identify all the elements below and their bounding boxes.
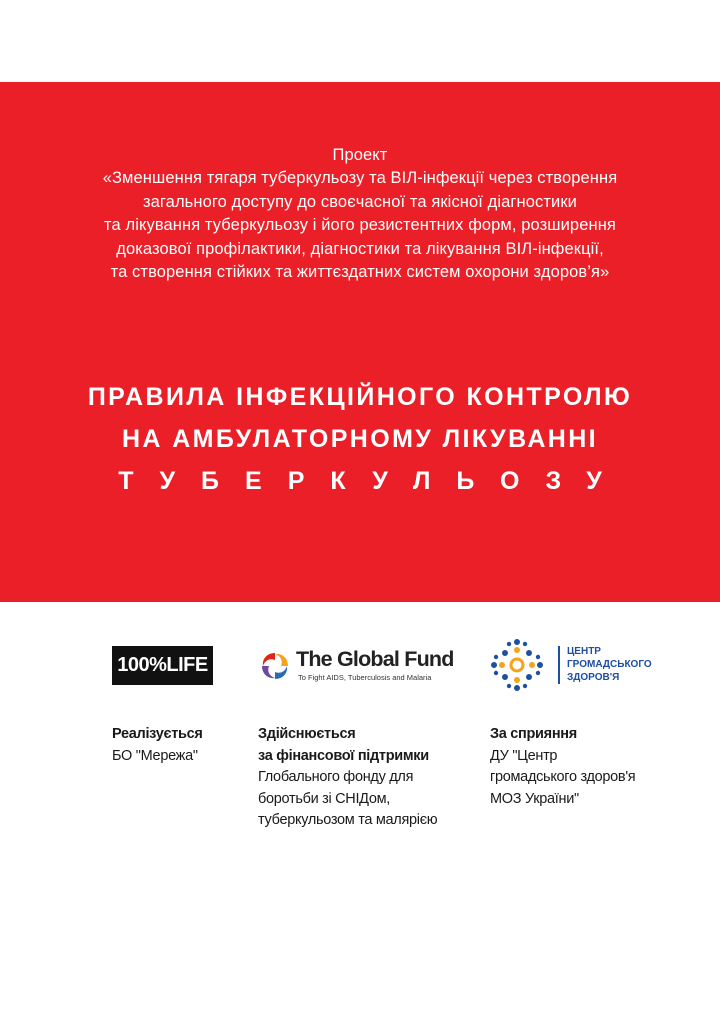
cover-banner (0, 82, 720, 602)
funder-column (258, 724, 437, 832)
column-heading: Реалізується (112, 726, 203, 742)
public-health-center-name (567, 645, 652, 684)
title-line: НА АМБУЛАТОРНОМУ ЛІКУВАННІ (121, 425, 599, 453)
logo-text-line: ЦЕНТР (567, 646, 601, 657)
implementer-column (112, 724, 203, 767)
project-line: доказової профілактики, діагностики та лікування ВІЛ-інфекції, (116, 239, 604, 258)
project-line: «Зменшення тягаря туберкульозу та ВІЛ-інфекції через створення (102, 169, 618, 188)
global-fund-logo (259, 646, 459, 686)
100-life-logo: 100%LIFE (112, 646, 213, 685)
column-heading: за фінансової підтримки (258, 747, 429, 764)
logo-text-line: ГРОМАДСЬКОГО (567, 659, 652, 670)
global-fund-swirl-icon (259, 650, 291, 682)
column-text: ДУ "Центр (490, 747, 558, 764)
column-heading: Здійснюється (258, 726, 356, 742)
document-title (0, 376, 720, 502)
global-fund-name: The Global Fund (296, 647, 454, 671)
column-heading: За сприяння (490, 726, 577, 742)
title-line-spaced: ТУБЕРКУЛЬОЗУ (118, 467, 628, 495)
title-line: ПРАВИЛА ІНФЕКЦІЙНОГО КОНТРОЛЮ (87, 383, 633, 411)
title-line (0, 460, 720, 502)
global-fund-tagline: To Fight AIDS, Tuberculosis and Malaria (298, 673, 432, 682)
public-health-center-logo (488, 636, 668, 694)
column-text: громадського здоров'я (490, 769, 636, 785)
project-line: та створення стійких та життєздатних систем охорони здоров’я» (110, 263, 610, 282)
public-health-center-mark-icon (488, 636, 546, 694)
column-text: Глобального фонду для (258, 769, 414, 785)
logo-text-line: ЗДОРОВ'Я (567, 672, 620, 683)
column-text: БО "Мережа" (112, 747, 198, 764)
column-text: МОЗ України" (490, 790, 579, 807)
project-description (0, 144, 720, 284)
project-label: Проект (332, 146, 388, 164)
logo-divider (558, 646, 560, 684)
column-text: боротьби зі СНІДом, (258, 790, 391, 807)
project-line: та лікування туберкульозу і його резистентних форм, розширення (104, 216, 616, 235)
column-text: туберкульозом та малярією (258, 812, 438, 828)
project-line: загального доступу до своєчасної та якісної діагностики (142, 192, 577, 211)
support-column (490, 724, 635, 810)
